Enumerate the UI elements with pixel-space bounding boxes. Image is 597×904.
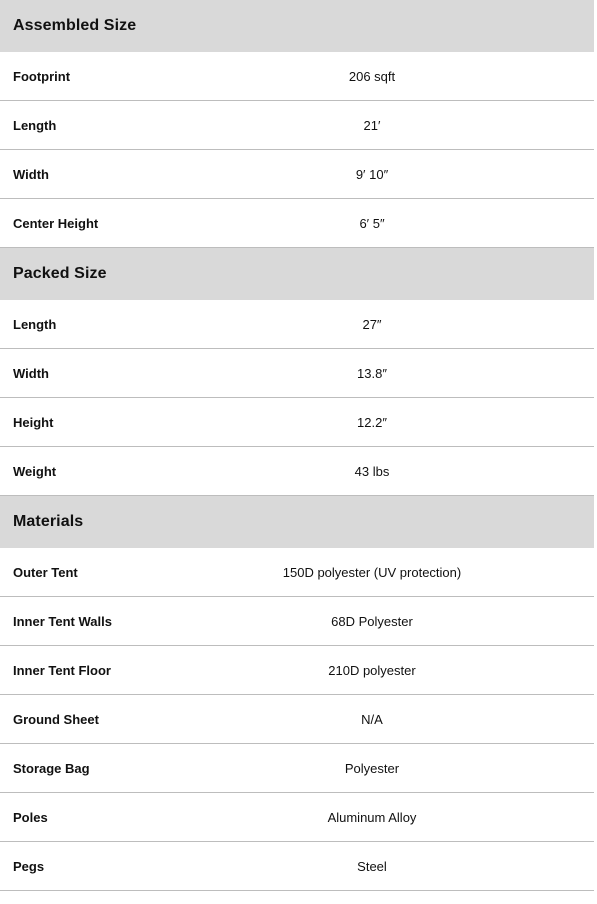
spec-label: Footprint	[13, 68, 71, 84]
spec-label: Height	[13, 414, 54, 430]
spec-row	[0, 793, 594, 842]
spec-label: Ground Sheet	[13, 711, 99, 727]
spec-label: Pegs	[13, 858, 45, 874]
spec-row	[0, 447, 594, 496]
section-header-assembled-size	[0, 0, 594, 52]
spec-value: 206 sqft	[348, 68, 396, 84]
spec-value: Aluminum Alloy	[327, 809, 417, 825]
spec-value: 6′ 5″	[359, 215, 385, 231]
spec-row	[0, 646, 594, 695]
spec-value: 210D polyester	[328, 662, 416, 678]
spec-value: 27″	[362, 316, 382, 332]
spec-value: 12.2″	[357, 414, 387, 430]
spec-label: Length	[13, 316, 57, 332]
spec-row	[0, 199, 594, 248]
spec-row	[0, 349, 594, 398]
spec-row	[0, 842, 594, 891]
spec-label: Weight	[13, 463, 57, 479]
section-header-packed-size	[0, 248, 594, 300]
spec-row	[0, 548, 594, 597]
section-title: Packed Size	[13, 265, 107, 282]
spec-label: Width	[13, 166, 49, 182]
spec-value: 21′	[363, 117, 381, 133]
spec-row	[0, 398, 594, 447]
spec-value: 13.8″	[357, 365, 387, 381]
spec-row	[0, 597, 594, 646]
section-title: Assembled Size	[13, 17, 137, 34]
spec-label: Poles	[13, 809, 48, 825]
spec-row	[0, 744, 594, 793]
spec-label: Width	[13, 365, 49, 381]
spec-value: 68D Polyester	[331, 613, 413, 629]
spec-value: Polyester	[344, 760, 400, 776]
spec-value: 9′ 10″	[355, 166, 389, 182]
spec-value: 43 lbs	[354, 463, 390, 479]
spec-label: Outer Tent	[13, 564, 78, 580]
spec-value: 150D polyester (UV protection)	[282, 564, 462, 580]
spec-label: Length	[13, 117, 57, 133]
section-title: Materials	[13, 513, 84, 530]
spec-row	[0, 52, 594, 101]
spec-row	[0, 695, 594, 744]
spec-label: Center Height	[13, 215, 99, 231]
spec-row	[0, 101, 594, 150]
section-header-materials	[0, 496, 594, 548]
spec-value: Steel	[357, 858, 387, 874]
spec-label: Storage Bag	[13, 760, 90, 776]
spec-value: N/A	[361, 711, 383, 727]
spec-label: Inner Tent Floor	[13, 662, 111, 678]
spec-label: Inner Tent Walls	[13, 613, 112, 629]
spec-row	[0, 300, 594, 349]
spec-row	[0, 150, 594, 199]
